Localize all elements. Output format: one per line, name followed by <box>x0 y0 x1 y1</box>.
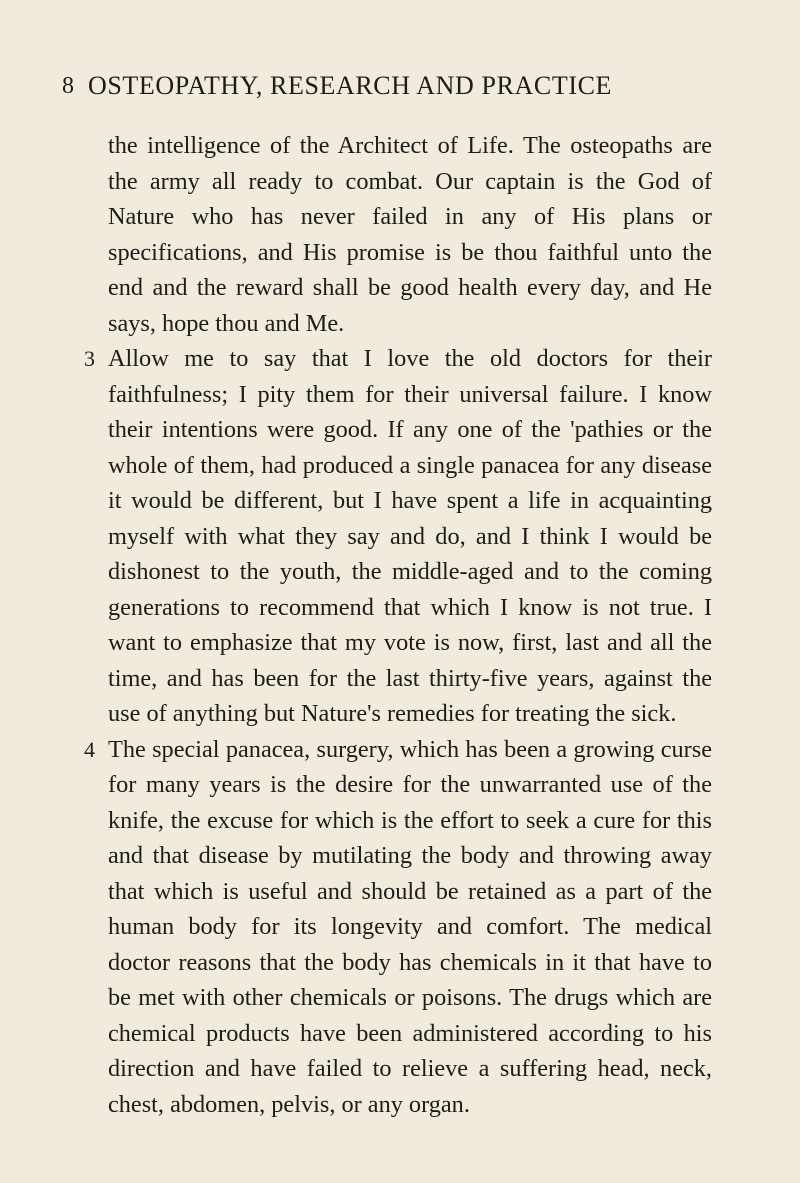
paragraph-4 <box>84 732 712 1123</box>
paragraph-number: 4 <box>84 736 95 762</box>
paragraph-text: Allow me to say that I love the old doctors for their faithfulness; I pity them for their universal failure. I know their intentions were good. If any one of the 'pathies or the whole of them, had produced a single panacea for any disease it would be different, but I have spent a life in acquainting myself with what they say and do, and I think I would be dishonest to the youth, the middle-aged and to the coming generations to recommend that which I know is not true. I want to emphasize that my vote is now, first, last and all the time, and has been for the last thirty-five years, against the use of anything but Nature's remedies for treating the sick. <box>108 345 712 727</box>
paragraph-continuation <box>108 128 712 341</box>
running-head: OSTEOPATHY, RESEARCH AND PRACTICE <box>88 71 613 100</box>
paragraph-number: 3 <box>84 346 95 371</box>
paragraph-text: The special panacea, surgery, which has been a growing curse for many years is the desire for the unwarranted use of the knife, the excuse for which is the effort to seek a cure for this and that disease by mutilating the body and throwing away that which is useful and should be retained as a part of the human body for its longevity and comfort. The medical doctor reasons that the body has chemicals in it that have to be met with other chemicals or poisons. The drugs which are chemical products have been administered according to his direction and have failed to relieve a suffering head, neck, chest, abdomen, pelvis, or any organ. <box>108 735 712 1118</box>
body-text <box>84 128 712 1122</box>
page-header <box>0 66 800 106</box>
paragraph-text: the intelligence of the Architect of Life. The osteopaths are the army all ready to combat. Our captain is the God of Nature who has never failed in any of His plans or specifications, and His promise is be thou faithful unto the end and the reward shall be good health every day, and He says, hope thou and Me. <box>108 132 712 337</box>
page-number: 8 <box>62 73 74 99</box>
paragraph-3 <box>84 341 712 732</box>
